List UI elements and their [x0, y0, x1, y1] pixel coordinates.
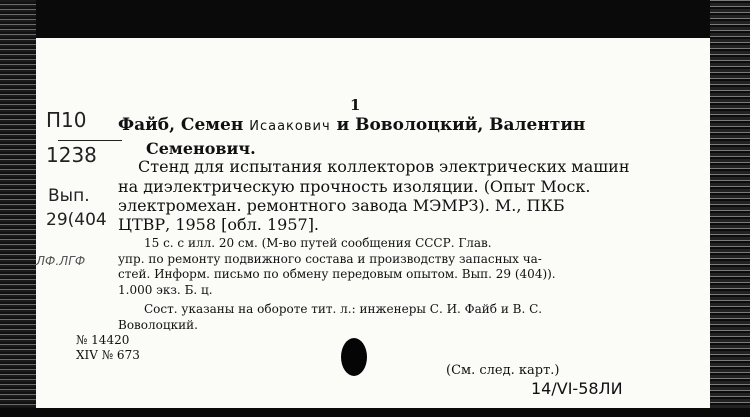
shelf-mark-underline: [58, 114, 122, 141]
heading-authors-start: Файб, Семен: [118, 115, 244, 135]
title-line: ЦТВР, 1958 [обл. 1957].: [118, 215, 320, 234]
margin-note: ЛФ.ЛГФ: [36, 254, 86, 268]
heading-line2: Семенович.: [146, 139, 256, 158]
see-next-card: (См. след. карт.): [446, 363, 560, 378]
scan-border-bottom: [0, 408, 750, 417]
note-line: Воволоцкий.: [118, 318, 198, 332]
date-mark: 14/VI-58ЛИ: [531, 379, 623, 398]
scan-border-right: [710, 0, 750, 417]
note-line: Сост. указаны на обороте тит. л.: инженеры С. И. Файб и В. С.: [144, 302, 543, 316]
title-line: Стенд для испытания коллекторов электрических машин: [138, 157, 630, 176]
collation-line: 1.000 экз. Б. ц.: [118, 283, 213, 297]
collation-line: упр. по ремонту подвижного состава и производству запасных ча-: [118, 252, 542, 266]
shelf-mark-line2: 1238: [46, 143, 97, 167]
heading-authors-end: и Воволоцкий, Валентин: [336, 115, 586, 135]
heading-handwritten-patronymic: Исаакович: [249, 119, 331, 134]
collation-line: 15 с. с илл. 20 см. (М-во путей сообщения СССР. Глав.: [144, 236, 492, 250]
catalog-card: [36, 38, 710, 408]
registry-class: XIV № 673: [76, 348, 140, 362]
card-number: 1: [350, 96, 361, 114]
title-line: электромехан. ремонтного завода МЭМРЗ). М., ПКБ: [118, 196, 565, 215]
issue-number: 29(404: [46, 210, 107, 230]
heading-line1: [118, 115, 585, 135]
shelf-mark-line1: П10: [46, 108, 87, 132]
ink-blot: [341, 338, 367, 376]
collation-line: стей. Информ. письмо по обмену передовым опытом. Вып. 29 (404)).: [118, 267, 556, 281]
registry-number: № 14420: [76, 333, 130, 347]
scan-border-left: [0, 0, 36, 417]
title-line: на диэлектрическую прочность изоляции. (Опыт Моск.: [118, 177, 591, 196]
issue-label: Вып.: [48, 186, 90, 206]
